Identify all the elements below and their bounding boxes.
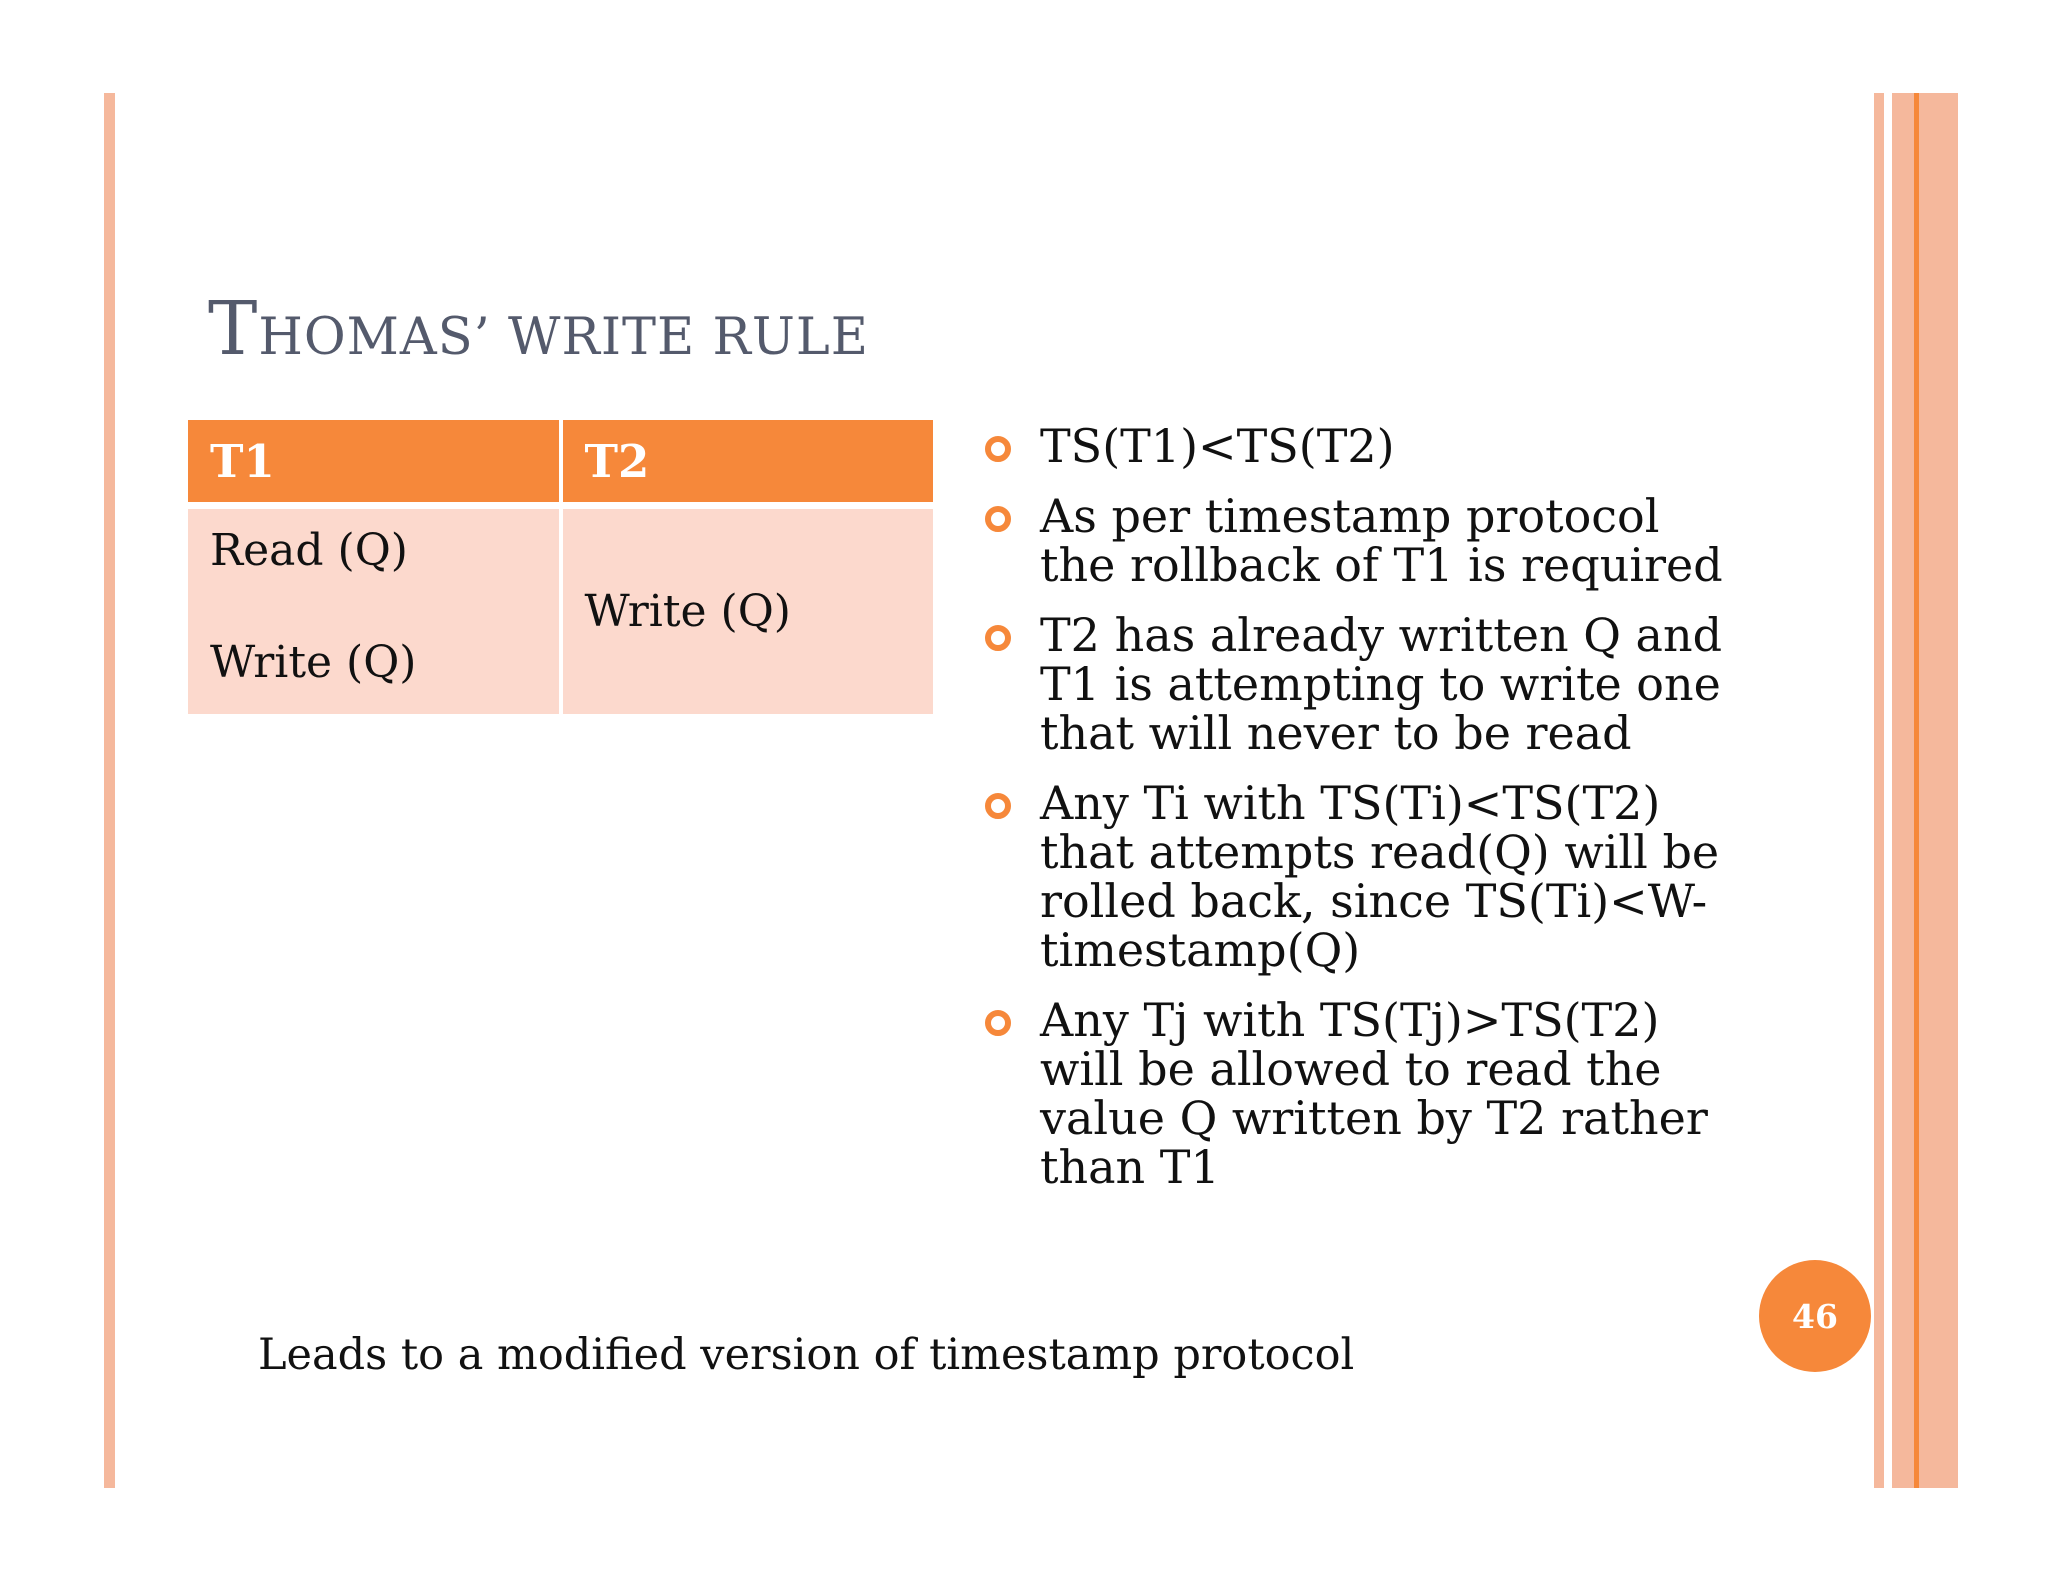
table-header-row bbox=[188, 420, 933, 506]
transaction-schedule-table bbox=[188, 420, 933, 714]
header-t2: T2 bbox=[561, 420, 934, 506]
t1-operations-cell bbox=[188, 506, 561, 715]
ring-bullet-icon bbox=[985, 436, 1011, 462]
list-item bbox=[985, 608, 1745, 760]
right-frame-line-thin bbox=[1874, 93, 1884, 1488]
t1-read-op: Read (Q) bbox=[210, 525, 408, 576]
t1-write-op: Write (Q) bbox=[210, 637, 417, 688]
slide-title-rest: HOMAS’ WRITE RULE bbox=[258, 308, 869, 367]
footer-note: Leads to a modified version of timestamp protocol bbox=[258, 1330, 1355, 1380]
slide-title bbox=[208, 286, 869, 372]
bullet-text: As per timestamp protocol the rollback of T1 is required bbox=[1040, 489, 1723, 592]
header-t1: T1 bbox=[188, 420, 561, 506]
bullet-text: Any Tj with TS(Tj)>TS(T2) will be allowed to read the value Q written by T2 rather than T1 bbox=[1040, 993, 1708, 1194]
slide-title-initial: T bbox=[208, 286, 259, 372]
list-item bbox=[985, 419, 1745, 473]
ring-bullet-icon bbox=[985, 506, 1011, 532]
list-item bbox=[985, 993, 1745, 1194]
ring-bullet-icon bbox=[985, 793, 1011, 819]
list-item bbox=[985, 776, 1745, 977]
bullet-text: T2 has already written Q and T1 is attempting to write one that will never to be read bbox=[1040, 608, 1723, 760]
table-row bbox=[188, 506, 933, 715]
page-number-badge: 46 bbox=[1759, 1260, 1871, 1372]
t2-operations-cell bbox=[561, 506, 934, 715]
left-frame-line bbox=[104, 93, 115, 1488]
right-frame-band bbox=[1892, 93, 1958, 1488]
bullet-list bbox=[985, 419, 1745, 1213]
bullet-text: TS(T1)<TS(T2) bbox=[1040, 419, 1395, 473]
ring-bullet-icon bbox=[985, 625, 1011, 651]
right-frame-accent-line bbox=[1914, 93, 1919, 1488]
ring-bullet-icon bbox=[985, 1010, 1011, 1036]
bullet-text: Any Ti with TS(Ti)<TS(T2) that attempts read(Q) will be rolled back, since TS(Ti)<W-timestamp(Q) bbox=[1040, 776, 1720, 977]
list-item bbox=[985, 489, 1745, 592]
t2-write-op: Write (Q) bbox=[584, 585, 791, 637]
